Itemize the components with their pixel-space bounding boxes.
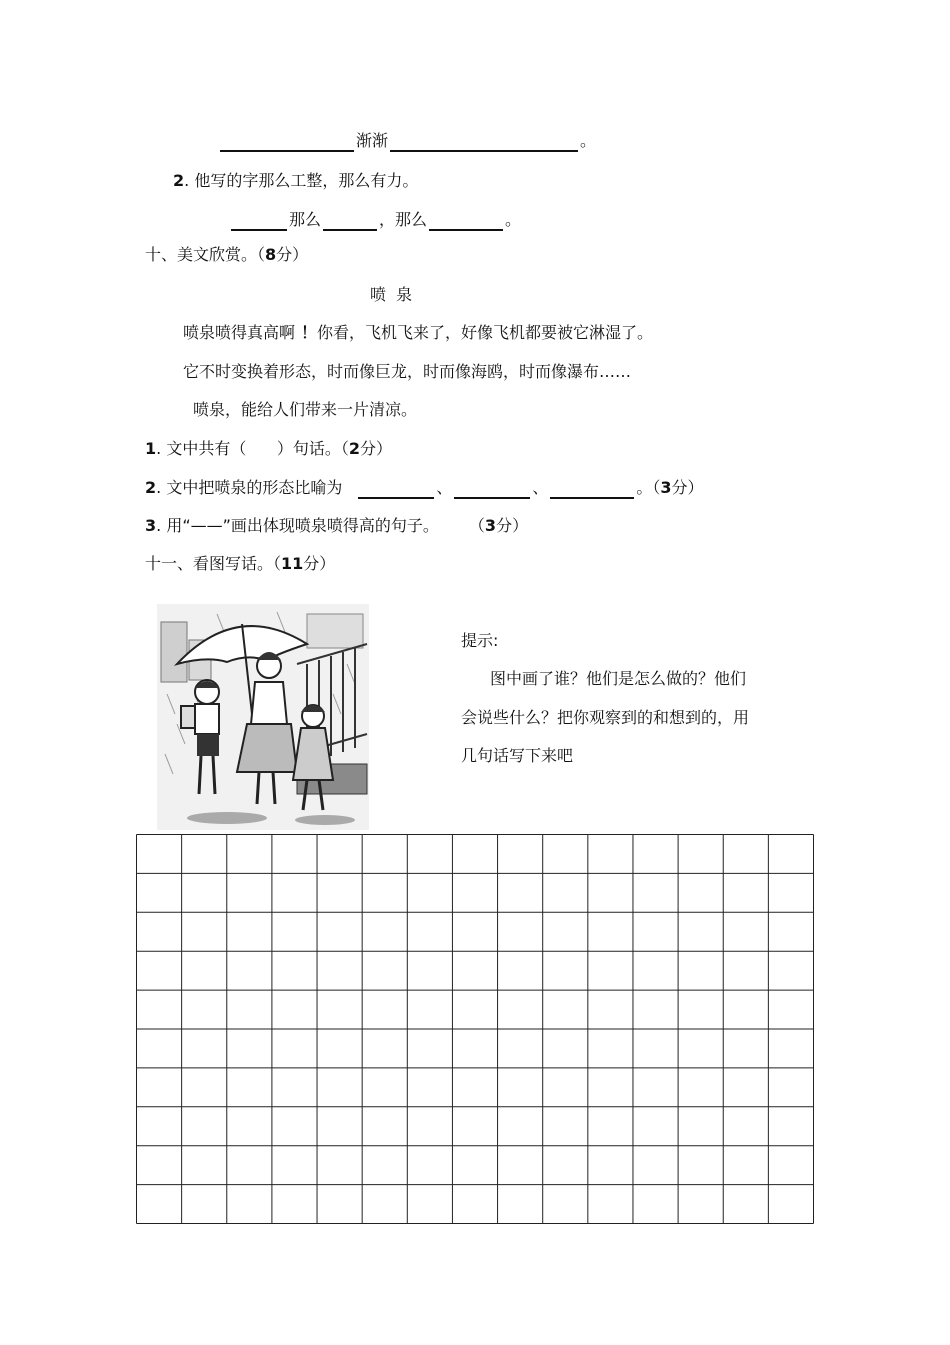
item-number: 3 — [145, 516, 157, 535]
q10-item-2 — [145, 477, 704, 499]
hint-line-1 — [490, 668, 746, 690]
answer-blank[interactable] — [550, 481, 634, 499]
heading-text: 十、美文欣赏。（ — [145, 245, 266, 264]
item-text: . 文中共有（ ）句话。（ — [156, 439, 349, 458]
score: 8 — [265, 245, 277, 264]
answer-blank[interactable] — [220, 134, 354, 152]
passage-title — [370, 284, 412, 306]
passage-paragraph-3 — [193, 399, 417, 421]
answer-blank[interactable] — [390, 134, 578, 152]
q9-line1-end: 。 — [580, 131, 597, 150]
heading-text-end: 分） — [303, 554, 336, 573]
passage-paragraph-1 — [183, 322, 653, 344]
para-text: 喷泉，能给人们带来一片清凉。 — [193, 400, 418, 419]
q9-line2-end: 。 — [505, 210, 522, 229]
item-text: . 用“——”画出体现喷泉喷得高的句子。 — [156, 516, 439, 535]
score: 3 — [484, 516, 497, 535]
heading-text: 十一、看图写话。（ — [145, 554, 282, 573]
item-text: . 他写的字那么工整，那么有力。 — [184, 171, 419, 190]
para-mark: ！ — [301, 323, 318, 342]
para-text: 它不时变换着形态，时而像巨龙，时而像海鸥，时而像瀑布…… — [183, 362, 632, 381]
q10-heading — [145, 244, 308, 266]
q9-word-jianjian: 渐渐 — [356, 131, 389, 150]
score: 2 — [348, 439, 360, 458]
hint-text: 图中画了谁？他们是怎么做的？他们 — [490, 669, 747, 688]
hint-text: 几句话写下来吧 — [461, 746, 574, 765]
item-paren: （ — [468, 516, 485, 535]
writing-grid[interactable] — [136, 834, 814, 1224]
answer-blank[interactable] — [429, 213, 503, 231]
hint-label — [461, 630, 498, 652]
answer-blank[interactable] — [358, 481, 434, 499]
q9-word-name: 那么 — [289, 210, 322, 229]
q11-heading — [145, 553, 335, 575]
title-text: 喷 泉 — [370, 285, 413, 304]
item-text-end: 分） — [359, 439, 392, 458]
item-end: 。（ — [636, 478, 661, 497]
answer-blank[interactable] — [454, 481, 530, 499]
separator: 、 — [532, 478, 549, 497]
rain-umbrella-illustration — [157, 604, 369, 830]
hint-line-3 — [461, 745, 573, 767]
item-number: 2 — [173, 171, 185, 190]
hint-label-text: 提示: — [461, 631, 499, 650]
q10-item-3 — [145, 515, 528, 537]
q9-item-2 — [173, 170, 418, 192]
answer-blank[interactable] — [231, 213, 287, 231]
item-text-end: 分） — [671, 478, 704, 497]
q9-word-name-2: ，那么 — [379, 210, 428, 229]
answer-blank[interactable] — [323, 213, 377, 231]
q9-fill-line-1 — [218, 130, 596, 152]
separator: 、 — [436, 478, 453, 497]
item-text-end: 分） — [496, 516, 529, 535]
score: 11 — [281, 554, 304, 573]
hint-text: 会说些什么？把你观察到的和想到的，用 — [461, 708, 750, 727]
q9-fill-line-2 — [229, 209, 521, 231]
q10-item-1 — [145, 438, 392, 460]
hint-line-2 — [461, 707, 749, 729]
illustration-drawing — [157, 604, 369, 830]
item-number: 2 — [145, 478, 157, 497]
item-text: . 文中把喷泉的形态比喻为 — [156, 478, 343, 497]
passage-paragraph-2 — [183, 361, 631, 383]
score: 3 — [660, 478, 672, 497]
para-text: 喷泉喷得真高啊 — [183, 323, 296, 342]
para-text-2: 你看，飞机飞来了，好像飞机都要被它淋湿了。 — [317, 323, 654, 342]
heading-text-end: 分） — [276, 245, 309, 264]
item-number: 1 — [145, 439, 157, 458]
